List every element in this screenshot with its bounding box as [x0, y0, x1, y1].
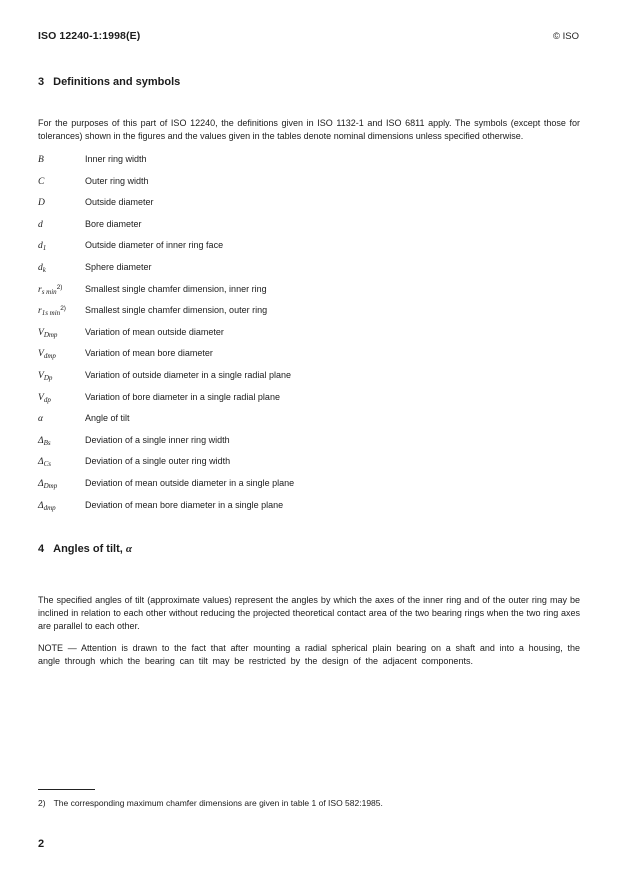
- document-reference: ISO 12240-1:1998(E): [38, 30, 141, 42]
- symbol-definition: Variation of mean bore diameter: [85, 348, 213, 359]
- section-4-paragraph: The specified angles of tilt (approximate values) represent the angles by which the axes of the inner ring and of the outer ring may be inclined in relation to each other without reducing the projected theoretical contact area of the two bearing rings when the two ring axes are parallel to each other.: [38, 595, 580, 631]
- symbol-definition: Outside diameter: [85, 197, 154, 208]
- symbol-term: α: [38, 414, 43, 425]
- symbol-term: $V_{dp}$: [38, 392, 51, 404]
- symbol-term: $r_{1s min}^{2)}$: [38, 305, 66, 318]
- symbol-row: [38, 434, 580, 447]
- footnote: [38, 797, 580, 809]
- symbol-definition: Deviation of a single inner ring width: [85, 434, 230, 445]
- symbol-definition: Outside diameter of inner ring face: [85, 240, 224, 251]
- symbol-row: [38, 347, 580, 360]
- symbol-definition: Sphere diameter: [85, 261, 152, 272]
- symbol-row: [38, 391, 580, 404]
- symbol-row: [38, 218, 580, 231]
- symbol-row: [38, 153, 580, 166]
- symbol-term: d: [38, 219, 43, 230]
- symbol-term: C: [38, 176, 45, 187]
- symbol-definition: Deviation of a single outer ring width: [85, 456, 231, 467]
- note-paragraph: NOTE — Attention is drawn to the fact that after mounting a radial spherical plain bearing on a shaft and into a housing, the angle through which the bearing can tilt may be restricted by the design of the adjacent components.: [38, 643, 580, 666]
- symbol-row: [38, 412, 580, 425]
- symbol-row: [38, 499, 580, 512]
- symbol-term: $V_{Dp}$: [38, 370, 53, 382]
- symbol-term: D: [38, 198, 45, 209]
- symbol-term: B: [38, 155, 44, 165]
- symbol-definition: Variation of mean outside diameter: [85, 326, 224, 337]
- symbol-definition: Inner ring width: [85, 154, 147, 164]
- footnote-text: The corresponding maximum chamfer dimensions are given in table 1 of ISO 582:1985.: [53, 798, 383, 808]
- section-4-heading: [38, 543, 132, 555]
- symbol-term: $d_k$: [38, 262, 46, 274]
- symbol-term: $r_{s min}^{2)}$: [38, 283, 63, 296]
- symbol-definition: Angle of tilt: [85, 413, 130, 424]
- symbol-term: $\Delta_{Cs}$: [38, 457, 51, 469]
- section-3-heading: [38, 76, 180, 88]
- symbol-row: [38, 304, 580, 317]
- symbol-row: [38, 196, 580, 209]
- symbol-term: $\Delta_{dmp}$: [38, 500, 56, 512]
- symbol-term: $V_{Dmp}$: [38, 327, 58, 339]
- section-3-number: 3: [38, 76, 45, 88]
- page-header: [38, 30, 579, 42]
- symbol-row: [38, 477, 580, 490]
- symbol-definition: Outer ring width: [85, 175, 149, 186]
- symbol-row: [38, 239, 580, 252]
- symbol-row: [38, 283, 580, 296]
- symbol-term: $d_1$: [38, 241, 47, 253]
- symbol-definition: Deviation of mean bore diameter in a single plane: [85, 499, 284, 510]
- symbol-definition: Bore diameter: [85, 218, 142, 229]
- symbol-definition: Variation of bore diameter in a single radial plane: [85, 391, 280, 402]
- symbol-row: [38, 455, 580, 468]
- symbol-row: [38, 261, 580, 274]
- symbol-definition: Deviation of mean outside diameter in a single plane: [85, 477, 295, 488]
- symbol-definition: Smallest single chamfer dimension, inner ring: [85, 283, 267, 294]
- section-3-intro-paragraph: For the purposes of this part of ISO 12240, the definitions given in ISO 1132-1 and ISO 6811 apply. The symbols (except those for tolerances) shown in the figures and the values given in the tables denote nominal dimensions unless specified otherwise.: [38, 118, 580, 141]
- footnote-marker: 2): [38, 798, 46, 808]
- symbol-definition: Variation of outside diameter in a single radial plane: [85, 369, 291, 380]
- symbols-list: [38, 153, 580, 520]
- symbol-definition: Smallest single chamfer dimension, outer ring: [85, 305, 268, 316]
- symbol-row: [38, 326, 580, 339]
- symbol-term: $\Delta_{Bs}$: [38, 435, 51, 447]
- section-4-title: Angles of tilt,: [53, 543, 126, 555]
- footnote-divider: [38, 789, 95, 790]
- symbol-term: $\Delta_{Dmp}$: [38, 478, 58, 490]
- section-4-title-symbol: α: [125, 543, 132, 555]
- page-number: 2: [38, 838, 45, 850]
- symbol-row: [38, 175, 580, 188]
- section-4-number: 4: [38, 543, 45, 555]
- symbol-term: $V_{dmp}$: [38, 349, 56, 361]
- section-3-title: Definitions and symbols: [53, 76, 181, 88]
- symbol-row: [38, 369, 580, 382]
- copyright-notice: © ISO: [552, 31, 579, 42]
